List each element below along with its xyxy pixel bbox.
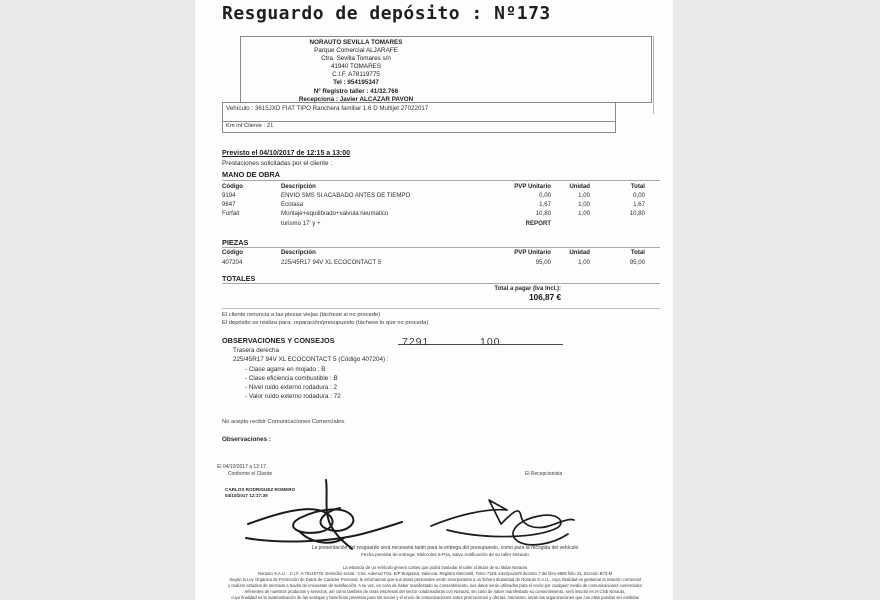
cell-total: 95,00 — [629, 259, 645, 266]
client-agreement-label: Conforme el Cliente — [228, 471, 273, 477]
km-row: Km inf Cliente : 21 — [222, 121, 616, 133]
cell-unidad: 1,00 — [578, 192, 590, 199]
col-header-total: Total — [630, 183, 645, 190]
divider — [222, 180, 660, 181]
fine-print-line: cuya finalidad es la materialización de las ventajas y beneficios previstos para los socios y el envío de comunicaciones sobre promociones y ofertas. Asimismo, serán las organizaciones que con ellos puedan ser emitidas — [231, 595, 639, 600]
client-signature — [240, 476, 410, 552]
waiver-line-1: El cliente renuncia a las piezas viejas (táchese si no procede) — [222, 312, 381, 318]
col-header-descripcion: Descripción — [281, 183, 316, 190]
scanned-receipt-page — [195, 0, 673, 600]
cell-unidad: 1,00 — [578, 201, 590, 208]
signature-date-line: El 04/10/2017 a 12:17. — [217, 464, 268, 470]
company-line: Parque Comercial ALJARAFE — [314, 47, 398, 55]
observation-bullet: - Clase agarre en mojado : B — [245, 366, 326, 373]
cell-codigo: Forfait — [222, 210, 240, 217]
col-header-pvp: PVP Unitario — [514, 249, 551, 256]
fine-print-line: Norauto S.A.U. - C.I.F. A-78119775. Domicilio social : Ctra. Ademuz Pza. E/P Burjassot, Valencia. Registro Mercantil, Tomo 7163, inscripción/9 decreto 7 del libro 6606 folio 23, Sección B73-M — [257, 571, 613, 576]
company-name: NORAUTO SEVILLA TOMARES — [309, 39, 403, 46]
cell-unidad: 1,00 — [578, 259, 590, 266]
labor-table-header — [195, 183, 673, 192]
cell-total: 1,67 — [633, 201, 645, 208]
cell-pvp: 95,00 — [535, 259, 551, 266]
company-info-block — [256, 39, 456, 104]
fine-print-line: y realizar estudios de mercado a través de encuestas de satisfacción. A su vez, en caso de haber manifestado su consentimiento, sus datos serán utilizados para el envío por cualquier medio de comunicaciones comerciales — [228, 583, 642, 588]
col-header-pvp: PVP Unitario — [514, 183, 551, 190]
total-label: Total a pagar (Iva Incl.): — [494, 286, 561, 292]
divider — [222, 247, 660, 248]
receptionist-signature — [427, 494, 579, 550]
company-cif: C.I.F. A78119775 — [332, 71, 380, 79]
observations-label: Observaciones : — [222, 436, 271, 443]
col-header-codigo: Código — [222, 183, 243, 190]
client-name: CARLOS RODRIGUEZ ROMERO — [225, 487, 296, 492]
page-title: Resguardo de depósito : Nº173 — [222, 3, 551, 24]
cell-descripcion: 225/45R17 94V XL ECOCONTACT 5 — [281, 259, 382, 266]
annotation-number-100: 100 — [480, 336, 501, 348]
col-header-codigo: Código — [222, 249, 243, 256]
fine-print-delivery-date: Fecha prevista de entrega: Miércoles 5-Pza, salvo notificación de su taller Norauto — [361, 552, 529, 557]
fine-print-line: Según la Ley Orgánica de Protección de Datos de Carácter Personal, le informamos que sus datos personales serán incorporados a un fichero titularidad de Norauto S.A.U., cuya finalidad es gestionar la relación comercial — [229, 577, 641, 582]
cell-unidad: 1,00 — [578, 210, 590, 217]
totals-section-title: TOTALES — [222, 274, 256, 283]
appointment-line: Previsto el 04/10/2017 de 12:15 a 13:00 — [222, 150, 351, 157]
observation-bullet: - Valor ruido externo rodadura : 72 — [245, 393, 341, 400]
cell-total: 0,00 — [633, 192, 645, 199]
vehicle-row: Vehículo : 3615JXD FIAT TIPO Ranchera familiar 1.6 D Multijet 27022017 — [222, 102, 616, 122]
col-header-total: Total — [630, 249, 645, 256]
scan-edge-line — [653, 36, 654, 114]
no-commercial-line: No acepto recibir Comunicaciones Comerciales. — [222, 419, 346, 425]
cell-pvp-report: REPORT — [525, 220, 551, 227]
fine-print-legal-block — [209, 565, 661, 600]
fine-print-presentation: La presentación del resguardo será necesaria tanto para la entrega del presupuesto, como para la recogida del vehículo — [311, 545, 579, 551]
company-line: 41940 TOMARES — [330, 63, 382, 71]
company-line: Ctra. Sevilla Tomares s/n — [321, 55, 391, 63]
cell-pvp: 0,00 — [539, 192, 551, 199]
cell-descripcion: Ecotasa — [281, 201, 304, 208]
annotation-number-7291: 7291 — [402, 336, 430, 348]
cell-descripcion: Montaje+equilibrado+valvula neumatico — [281, 210, 389, 217]
observations-section-title: OBSERVACIONES Y CONSEJOS — [222, 336, 335, 345]
cell-descripcion: ENVIO SMS SI ACABADO ANTES DE TIEMPO — [281, 192, 411, 199]
waiver-line-2: El depósito se realiza para: reparación/presupuesto (táchese lo que no proceda) — [222, 320, 429, 326]
cell-codigo: 9847 — [222, 201, 236, 208]
company-header-box — [240, 36, 652, 103]
labor-section-title: MANO DE OBRA — [222, 170, 280, 179]
cell-pvp: 10,80 — [535, 210, 551, 217]
company-phone: Tel : 954195347 — [333, 79, 379, 87]
fine-print-line: La estancia de un vehículo genera costes que podrá trasladar el taller al titular de su titular Norauto — [342, 565, 528, 570]
parts-section-title: PIEZAS — [222, 238, 249, 247]
table-row — [195, 210, 673, 219]
cell-pvp: 1,67 — [539, 201, 551, 208]
parts-table-header — [195, 249, 673, 258]
fine-print-line: referentes de nuestros productos y servicios, así como también de otras empresas del sector colaboradoras con Norauto, sin caso de haber manifestado su consentimiento, será inscrito en el Club Norauto, — [244, 589, 626, 594]
col-header-unidad: Unidad — [569, 183, 590, 190]
table-row — [195, 192, 673, 201]
total-amount: 106,87 € — [529, 293, 561, 302]
observation-bullet: - Nivel ruido externo rodadura : 2 — [245, 384, 338, 391]
cell-descripcion: turismo 17' y + — [281, 220, 321, 227]
observation-bullet: - Clase eficiencia combustible : B — [245, 375, 338, 382]
cell-codigo: 407204 — [222, 259, 243, 266]
observation-position: Trasera derecha — [233, 347, 279, 354]
receptionist-label: El Recepcionista — [525, 471, 563, 477]
company-receptionist: Recepciona : Javier ALCAZAR PAVON — [298, 95, 414, 103]
divider — [222, 308, 660, 309]
table-row — [195, 201, 673, 210]
observation-tyre: 225/45R17 94V XL ECOCONTACT 5 (Código 407204) : — [233, 356, 389, 363]
company-registry: Nº Registro taller : 41/32.766 — [313, 87, 399, 95]
divider — [222, 283, 660, 284]
cell-total: 10,80 — [629, 210, 645, 217]
col-header-unidad: Unidad — [569, 249, 590, 256]
services-requested-line: Prestaciones solicitadas por el cliente : — [222, 160, 333, 167]
table-row — [195, 220, 673, 229]
table-row — [195, 259, 673, 268]
col-header-descripcion: Descripción — [281, 249, 316, 256]
cell-codigo: 9194 — [222, 192, 236, 199]
client-signing-time: 04/10/2017 12:17:39 — [225, 492, 268, 498]
